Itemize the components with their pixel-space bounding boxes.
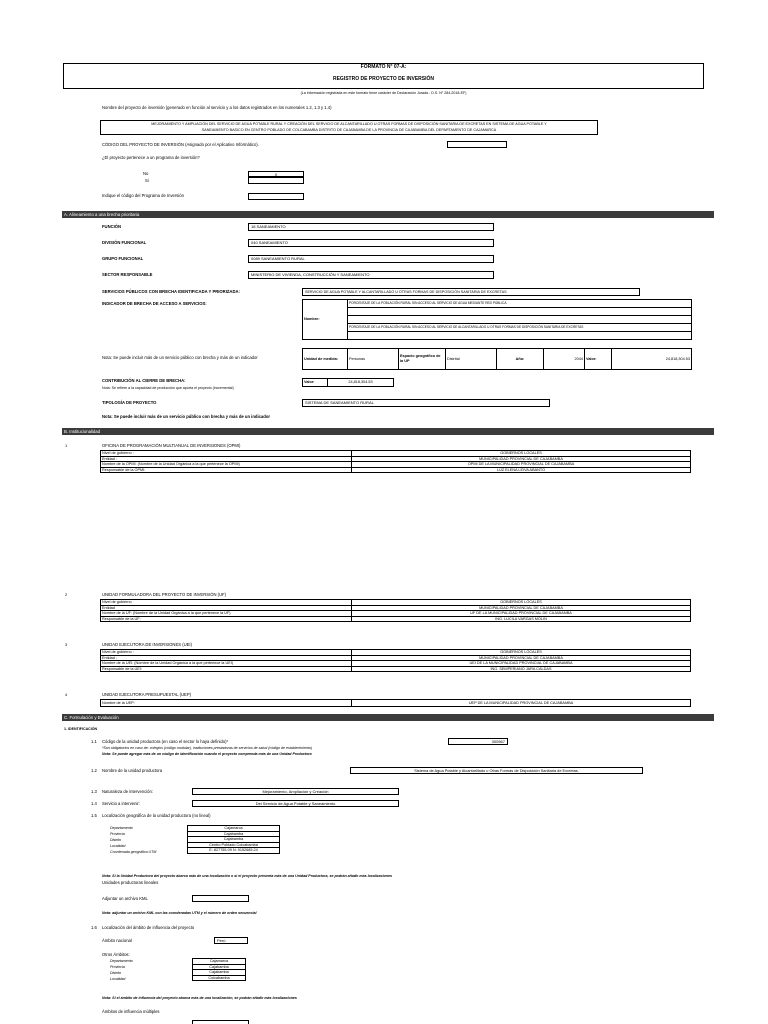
loc-label-4: Coordenada geográfica UTM [110,850,157,854]
indicador-nombre-label: Nombre: [303,300,348,340]
identificacion-title: 1. IDENTIFICACIÓN [64,727,98,731]
table-row [101,467,691,473]
uf-label-3: Responsable de la UF: [101,616,352,622]
servicio-label: Servicio a intervenir: [102,801,140,806]
table-row [101,666,691,672]
loc-value-4[interactable]: E: 827755.09 N: 9152685.24 [188,848,280,854]
valor-label: Valor: [585,349,612,370]
kml-note: Nota: adjuntar un archivo KML con las coordenadas UTM y el número de orden secuencial [102,911,257,915]
otros-value-0[interactable]: Cajamarca [193,959,246,965]
division-label: DIVISIÓN FUNCIONAL [102,240,147,245]
sector-label: SECTOR RESPONSABLE [102,272,153,277]
section-b-header: B. Institucionalidad [62,428,714,435]
uep-label-0: Nombre de la UEP: [101,700,352,707]
codigo-up-field[interactable]: 300567 [448,738,508,745]
note-influencia: Nota: Si el ámbito de influencia del proyecto abarca más de una localización, se podrán añadir más localizaciones [102,996,297,1000]
indicador-blank-2[interactable] [348,316,692,324]
program-code-label: Indique el código del Programa de Inversión [102,193,184,198]
loc-label-3: Localidad [110,844,126,848]
otros-label-3: Localidad [110,977,126,981]
option-no-label: No [143,171,149,176]
grupo-label: GRUPO FUNCIONAL [102,256,144,261]
otros-value-1[interactable]: Cajabamba [193,964,246,970]
project-code-label: CÓDIGO DEL PROYECTO DE INVERSIÓN (Asignado por el Aplicativo Informático). [102,142,259,147]
uf-table [100,599,691,622]
naturaleza-label: Naturaleza de intervención: [102,789,153,794]
division-field[interactable]: 040 SANEAMIENTO [248,239,494,247]
loc-value-3[interactable]: Centro Poblado Colcabamba [188,842,280,848]
uei-table [100,649,691,672]
uei-value-1[interactable]: MUNICIPALIDAD PROVINCIAL DE CAJABAMBA [352,655,691,661]
uei-label-3: Responsable de la UEI: [101,666,352,672]
table-row [101,700,691,707]
influencia-label: Localización del ámbito de influencia del proyecto [102,925,195,930]
program-question: ¿El proyecto pertenece a un programa de inversión? [102,155,200,160]
opmi-value-2[interactable]: OPMI DE LA MUNICIPALIDAD PROVINCIAL DE CAJABAMBA [352,462,691,468]
option-si-field[interactable] [248,177,304,184]
opmi-label-0: Nivel de gobierno : [101,451,352,457]
servicio-field[interactable]: Del Servicio de Agua Potable y Saneamiento [192,800,399,807]
uep-value-0[interactable]: UEP DE LA MUNICIPALIDAD PROVINCIAL DE CAJABAMBA [352,700,691,707]
uei-number: 3 [65,642,68,647]
program-code-field[interactable] [248,193,304,200]
contribucion-label: CONTRIBUCIÓN AL CIERRE DE BRECHA: [102,378,186,383]
note-incluir: Nota: Se puede incluir más de un servicio público con brecha y más de un indicador [102,355,258,360]
section-c-header: C. Formulación y Evaluación [62,714,714,721]
servicios-label: SERVICIOS PÚBLICOS CON BRECHA IDENTIFICADA Y PRIORIZADA: [102,289,240,294]
espacio-label: Espacio geográfico de la UP [399,349,446,370]
opmi-table [100,450,691,473]
item-1-6-number: 1.6 [91,925,97,930]
opmi-label-3: Responsable de la OPMI: [101,467,352,473]
codigo-up-label: Código de la unidad productora (en caso el sector lo haya definido)* [102,739,229,744]
indicador-2[interactable]: PORCENTAJE DE LA POBLACIÓN RURAL SIN ACCESO AL SERVICIO DE ALCANTARILLADO U OTRAS FORMAS DE DISPOSICIÓN SANITARIA DE EXCRETAS [348,324,692,332]
uep-table [100,699,691,707]
project-name-line-1: MEJORAMIENTO Y AMPLIACIÓN DEL SERVICIO DE AGUA POTABLE RURAL Y CREACIÓN DEL SERVICIO DE ALCANTARILLADO U OTRAS FORMAS DE DISPOSICIÓN SANITARIA DE EXCRETAS EN SISTEMA DE AGUA POTABLE Y [151,122,547,126]
uei-label-0: Nivel de gobierno : [101,650,352,656]
tipologia-label: TIPOLOGÍA DE PROYECTO [102,400,157,405]
uf-label-0: Nivel de gobierno [101,600,352,606]
nombre-up-field[interactable]: Sistema de Agua Potable y Alcantarillado u Otras Formas de Disposición Sanitaria de Excretas. [350,767,643,774]
contribucion-note: Nota: Se refiere a la capacidad de producción que aporta el proyecto (incremental) [102,386,234,390]
sector-field[interactable]: MINISTERIO DE VIVIENDA, CONSTRUCCIÓN Y SANEAMIENTO [248,271,494,279]
indicador-blank-3[interactable] [348,332,692,340]
table-row [193,975,246,981]
indicador-blank-1[interactable] [348,308,692,316]
anio-label: Año: [497,349,544,370]
item-1-3-number: 1.3 [91,789,97,794]
funcion-label: FUNCIÓN [102,224,122,229]
loc-label-0: Departamento [110,826,133,830]
uf-title: UNIDAD FORMULADORA DEL PROYECTO DE INVERSIÓN (UF) [102,592,227,597]
option-si-label: Si [145,178,149,183]
form-legal-note: (La información registrada en este formato tiene carácter de Declaración Jurada - D.S. N° 284-2018-EF) [300,91,467,95]
indicador-label: INDICADOR DE BRECHA DE ACCESO A SERVICIOS: [102,301,207,306]
kml-label: Adjuntar un archivo KML [102,896,148,901]
naturaleza-field[interactable]: Mejoramiento, Ampliación y Creación [192,788,399,795]
opmi-label-2: Nombre de la OPMI: (Nombre de la Unidad Orgánica a la que pertenece la OPMI) [101,462,352,468]
tipologia-field[interactable]: SISTEMA DE SANEAMIENTO RURAL [302,399,550,407]
uf-label-2: Nombre de la UF: (Nombre de la Unidad Orgánica a la que pertenece la UF) [101,611,352,617]
loc-value-0[interactable]: Cajamarca [188,826,280,832]
section-a-header: A. Alineamiento a una brecha prioritaria [62,211,714,218]
multiples-label: Ámbitos de influencia múltiples [102,1009,160,1014]
uf-value-2[interactable]: UF DE LA MUNICIPALIDAD PROVINCIAL DE CAJABAMBA [352,611,691,617]
form-subtitle: REGISTRO DE PROYECTO DE INVERSIÓN [332,76,435,82]
opmi-value-0[interactable]: GOBIERNOS LOCALES [352,451,691,457]
uei-label-1: Entidad : [101,655,352,661]
kml-upload-field[interactable] [192,895,249,902]
opmi-number: 1 [65,443,68,448]
funcion-field[interactable]: 18 SANEAMIENTO [248,223,494,231]
loc-label-1: Provincia [110,832,125,836]
loc-value-1[interactable]: Cajabamba [188,831,280,837]
localizacion-table [187,825,280,854]
uei-label-2: Nombre de la UEI: (Nombre de la Unidad Orgánica a la que pertenece la UEI) [101,661,352,667]
loc-label-2: Distrito [110,838,122,842]
espacio-value[interactable]: Distrital [446,349,497,370]
uei-title: UNIDAD EJECUTORA DE INVERSIONES (UEI) [102,642,192,647]
lineales-label: Unidades productoras lineales [102,880,159,885]
note-bold-a: Nota: Se puede incluir más de un servicio público con brecha y más de un indicador [102,414,271,419]
uf-value-0[interactable]: GOBIERNOS LOCALES [352,600,691,606]
contribucion-valor[interactable]: 24,818,304.53 [328,379,394,387]
otros-label-0: Departamento [110,959,133,963]
table-row [101,616,691,622]
localizacion-label: Localización geográfica de la unidad productora (no lineal) [102,813,211,818]
form-title: FORMATO N° 07-A: [360,64,407,70]
otros-ambitos-table [192,958,246,981]
project-name-label: Nombre del proyecto de inversión (generado en función al servicio y a los datos registrados en los numerales 1.2, 1.3 y 1.4) [102,105,332,110]
otros-value-2[interactable]: Cajabamba [193,970,246,976]
otros-ambitos-label: Otros Ámbitos: [102,952,130,957]
contribucion-table [302,378,394,387]
contribucion-valor-label: Valor: [303,379,328,387]
item-1-2-number: 1.2 [91,768,97,773]
option-no-field[interactable]: X [248,171,304,177]
indicador-1[interactable]: PORCENTAJE DE LA POBLACIÓN RURAL SIN ACCESO AL SERVICIO DE AGUA MEDIANTE RED PÚBLICA [348,300,692,308]
ambito-nacional-field[interactable]: Perú [214,937,248,944]
codigo-up-note: Nota: Se puede agregar más de un código de identificación cuando el proyecto comprenda más de una Unidad Productora [102,752,312,756]
multiples-field[interactable] [192,1020,249,1024]
otros-value-3[interactable]: Colcabamba [193,975,246,981]
uei-value-2[interactable]: UEI DE LA MUNICIPALIDAD PROVINCIAL DE CAJABAMBA [352,661,691,667]
uf-value-1[interactable]: MUNICIPALIDAD PROVINCIAL DE CAJABAMBA [352,605,691,611]
table-row [188,848,280,854]
anio-value[interactable]: 2044 [544,349,585,370]
unidad-label: Unidad de medida: [303,349,348,370]
uf-value-3[interactable]: ING. LUCILA VARGAS MOLIN [352,616,691,622]
item-1-4-number: 1.4 [91,801,97,806]
uep-number: 4 [65,692,68,697]
uei-value-3[interactable]: ING. SEMPERIANO JARA CALDAS [352,666,691,672]
ambito-nacional-label: Ámbito nacional [102,938,132,943]
otros-label-1: Provincia [110,965,125,969]
nombre-up-label: Nombre de la unidad productora [102,768,163,773]
codigo-up-sub: *Son obligatorios en caso de: colegios (código modular), instituciones prestadoras de servicios de salud (código de establecimiento) [102,746,313,750]
uei-value-0[interactable]: GOBIERNOS LOCALES [352,650,691,656]
item-1-5-number: 1.5 [91,813,97,818]
project-name-line-2: SANEAMIENTO BASICO EN CENTRO POBLADO DE COLCABAMBA DISTRITO DE CAJABAMBA DE LA PROVINCIA DE CAJABAMBA DEL DEPARTAMENTO DE CAJAMARCA [201,128,497,132]
grupo-field[interactable]: 0089 SANEAMIENTO RURAL [248,255,494,263]
item-1-1-number: 1.1 [91,739,97,744]
unidad-table [302,348,692,370]
uf-number: 2 [65,592,68,597]
project-code-field[interactable] [447,141,507,148]
opmi-value-3[interactable]: LUZ ELENA LEIVA ABANTO [352,467,691,473]
otros-label-2: Distrito [110,971,122,975]
note-localizacion: Nota: Si la Unidad Productora del proyecto abarca más de una localización o si el proyecto presenta más de una Unidad Productora, se podrán añadir más localizaciones [102,874,392,878]
uf-label-1: Entidad [101,605,352,611]
indicador-table [302,299,692,340]
servicios-field[interactable]: SERVICIO DE AGUA POTABLE Y ALCANTARILLADO U OTRAS FORMAS DE DISPOSICIÓN SANITARIA DE EXCRETAS [302,288,640,296]
opmi-value-1[interactable]: MUNICIPALIDAD PROVINCIAL DE CAJABAMBA [352,456,691,462]
valor-value[interactable]: 24,818,304.53 [612,349,692,370]
opmi-title: OFICINA DE PROGRAMACIÓN MULTIANUAL DE INVERSIONES (OPMI) [102,443,241,448]
opmi-label-1: Entidad : [101,456,352,462]
uep-title: UNIDAD EJECUTORA PRESUPUESTAL (UEP) [102,692,192,697]
loc-value-2[interactable]: Cajabamba [188,837,280,843]
unidad-value[interactable]: Personas [348,349,399,370]
